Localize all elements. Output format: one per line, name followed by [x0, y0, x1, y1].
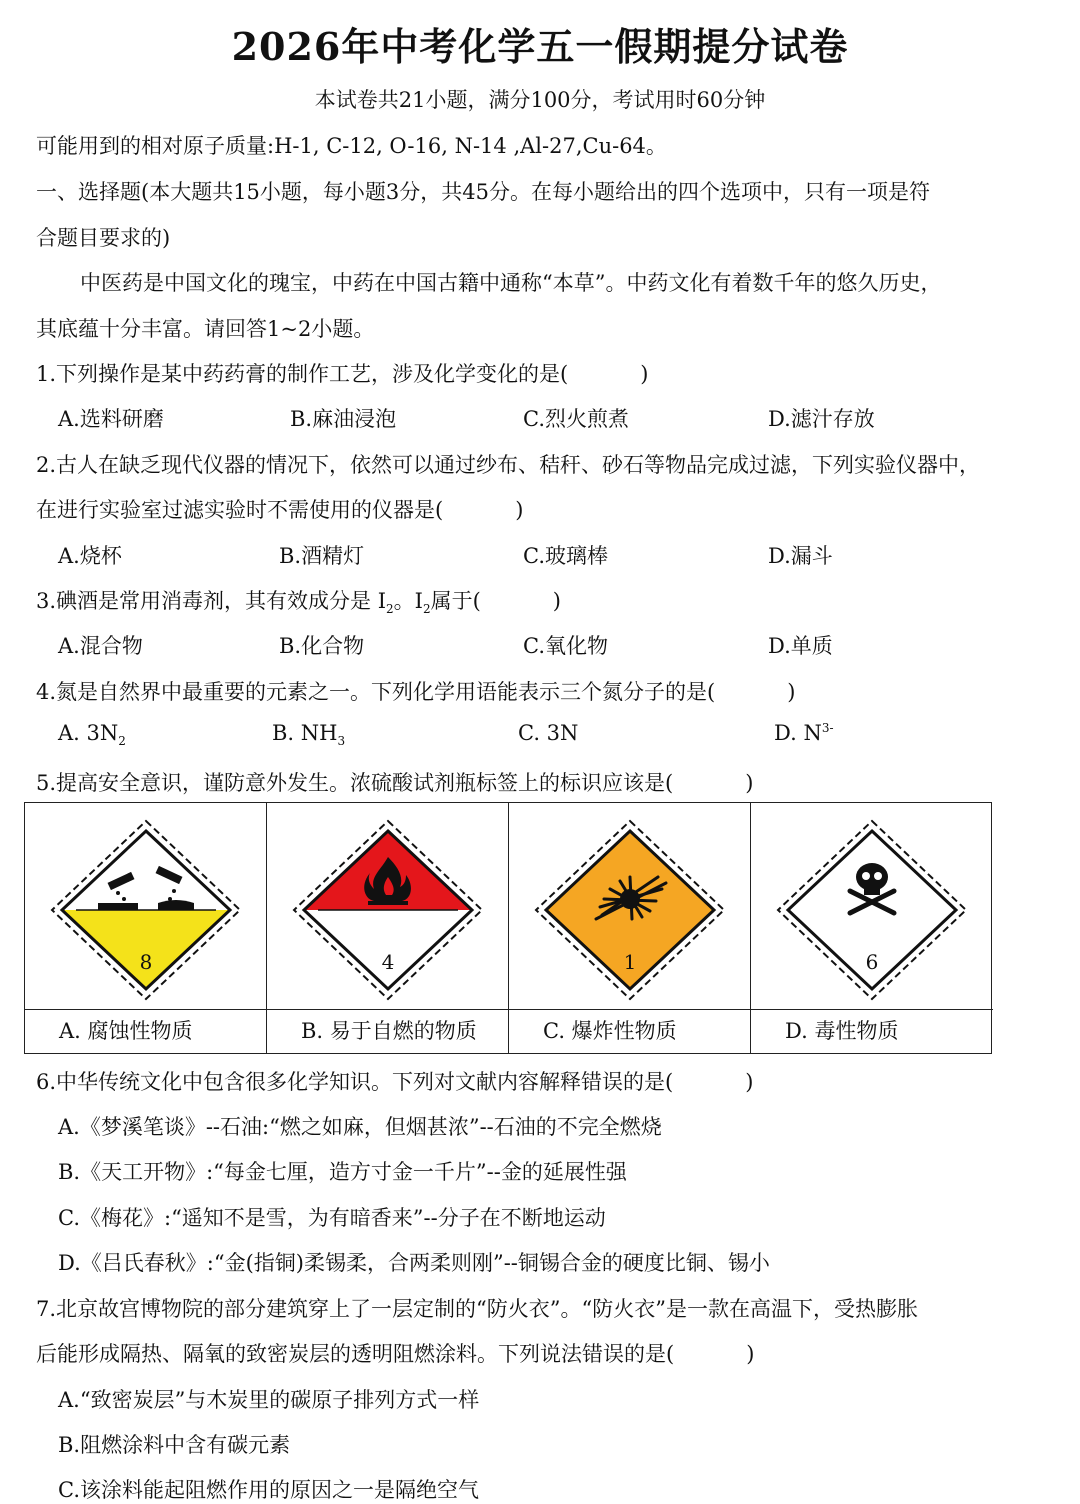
q6-option-b: B.《天工开物》:“每金七厘，造方寸金一千片”--金的延展性强	[58, 1160, 627, 1184]
q1-stem-text: 1.下列操作是某中药药膏的制作工艺，涉及化学变化的是(	[36, 362, 569, 386]
q6-option-d: D.《吕氏春秋》:“金(指铜)柔锡柔，合两柔则刚”--铜锡合金的硬度比铜、锡小	[58, 1251, 770, 1275]
corrosive-sign-icon	[46, 819, 246, 1001]
q5-stem	[36, 767, 753, 797]
q4-option-c: C. 3N	[518, 721, 579, 745]
q4-close: )	[787, 680, 796, 704]
q4-stem-text: 4.氮是自然界中最重要的元素之一。下列化学用语能表示三个氮分子的是(	[36, 680, 716, 704]
q7-stem-line2	[36, 1338, 754, 1368]
q7-close: )	[746, 1342, 755, 1366]
section1-heading-line1: 一、选择题(本大题共15小题，每小题3分，共45分。在每小题给出的四个选项中，只有一项是符	[36, 180, 930, 204]
q2-stem-line1: 2.古人在缺乏现代仪器的情况下，依然可以通过纱布、秸秆、砂石等物品完成过滤，下列实验仪器中，	[36, 453, 981, 477]
q4-option-a-text: A. 3N	[58, 721, 119, 745]
skull-sign-icon	[772, 819, 972, 1001]
q3-stem-c: 属于(	[430, 589, 481, 613]
q2-close: )	[515, 498, 524, 522]
q4-option-d-sup: 3-	[821, 721, 834, 735]
sign-number-8: 8	[139, 950, 153, 974]
exam-title: 2026年中考化学五一假期提分试卷	[231, 24, 849, 69]
q1-option-d: D.滤汁存放	[768, 407, 875, 431]
q3-close: )	[552, 589, 561, 613]
q2-option-a: A.烧杯	[58, 544, 122, 568]
intro-line1: 中医药是中国文化的瑰宝，中药在中国古籍中通称“本草”。中药文化有着数千年的悠久历史，	[80, 271, 942, 295]
section1-heading-line2: 合题目要求的)	[36, 226, 171, 250]
hazard-sign-table	[24, 802, 992, 1054]
q7-option-a: A.“致密炭层”与木炭里的碳原子排列方式一样	[58, 1388, 480, 1412]
q4-option-d	[774, 721, 834, 745]
q3-option-a: A.混合物	[58, 634, 143, 658]
atomic-masses: 可能用到的相对原子质量:H-1, C-12, O-16, N-14 ,Al-27,Cu-64。	[36, 134, 667, 158]
q7-stem-text: 后能形成隔热、隔氧的致密炭层的透明阻燃涂料。下列说法错误的是(	[36, 1342, 675, 1366]
sign-number-6: 6	[865, 950, 879, 974]
q2-stem-text: 在进行实验室过滤实验时不需使用的仪器是(	[36, 498, 444, 522]
q3-option-b: B.化合物	[279, 634, 365, 658]
q5-close: )	[745, 771, 754, 795]
q3-option-c: C.氧化物	[523, 634, 608, 658]
q4-option-b	[272, 721, 345, 748]
q5-option-b: B. 易于自燃的物质	[301, 1019, 477, 1043]
q7-stem-line1: 7.北京故宫博物院的部分建筑穿上了一层定制的“防火衣”。“防火衣”是一款在高温下，受热膨胀	[36, 1297, 918, 1321]
q1-option-b: B.麻油浸泡	[290, 407, 397, 431]
q4-option-a	[58, 721, 126, 748]
q1-option-c: C.烈火煎煮	[523, 407, 629, 431]
q3-sub2: 2	[422, 602, 431, 617]
q3-option-d: D.单质	[768, 634, 833, 658]
q6-option-a: A.《梦溪笔谈》--石油:“燃之如麻，但烟甚浓”--石油的不完全燃烧	[58, 1115, 662, 1139]
q4-stem	[36, 676, 795, 706]
q6-option-c: C.《梅花》:“遥知不是雪，为有暗香来”--分子在不断地运动	[58, 1206, 606, 1230]
q6-stem	[36, 1066, 753, 1096]
q6-close: )	[745, 1070, 754, 1094]
q6-stem-text: 6.中华传统文化中包含很多化学知识。下列对文献内容解释错误的是(	[36, 1070, 674, 1094]
q7-option-c: C.该涂料能起阻燃作用的原因之一是隔绝空气	[58, 1478, 479, 1502]
sign-number-4: 4	[381, 950, 395, 974]
q3-stem-a: 3.碘酒是常用消毒剂，其有效成分是 I	[36, 589, 387, 613]
sign-number-1: 1	[623, 950, 637, 974]
q7-option-b: B.阻燃涂料中含有碳元素	[58, 1433, 291, 1457]
hazard-cell-d	[751, 803, 993, 1053]
q3-sub1: 2	[386, 602, 394, 617]
q4-option-a-sub: 2	[118, 734, 126, 749]
intro-line2: 其底蕴十分丰富。请回答1~2小题。	[36, 317, 375, 341]
q5-option-d: D. 毒性物质	[785, 1019, 899, 1043]
exam-subtitle: 本试卷共21小题，满分100分，考试用时60分钟	[314, 88, 766, 112]
q1-close: )	[640, 362, 649, 386]
hazard-cell-a	[25, 803, 267, 1053]
q3-stem-b: 。I	[393, 589, 423, 613]
q2-stem-line2	[36, 494, 523, 524]
q5-option-a: A. 腐蚀性物质	[59, 1019, 193, 1043]
q1-stem	[36, 358, 648, 388]
q1-option-a: A.选料研磨	[58, 407, 164, 431]
hazard-cell-b	[267, 803, 509, 1053]
q4-option-d-text: D. N	[774, 721, 822, 745]
flammable-sign-icon	[288, 819, 488, 1001]
q4-option-b-text: B. NH	[272, 721, 338, 745]
explosive-sign-icon	[530, 819, 730, 1001]
q5-option-c: C. 爆炸性物质	[543, 1019, 677, 1043]
q5-stem-text: 5.提高安全意识，谨防意外发生。浓硫酸试剂瓶标签上的标识应该是(	[36, 771, 674, 795]
hazard-cell-c	[509, 803, 751, 1053]
q3-stem	[36, 585, 561, 616]
q2-option-b: B.酒精灯	[279, 544, 365, 568]
q2-option-c: C.玻璃棒	[523, 544, 608, 568]
q2-option-d: D.漏斗	[768, 544, 833, 568]
q4-option-b-sub: 3	[337, 734, 346, 749]
